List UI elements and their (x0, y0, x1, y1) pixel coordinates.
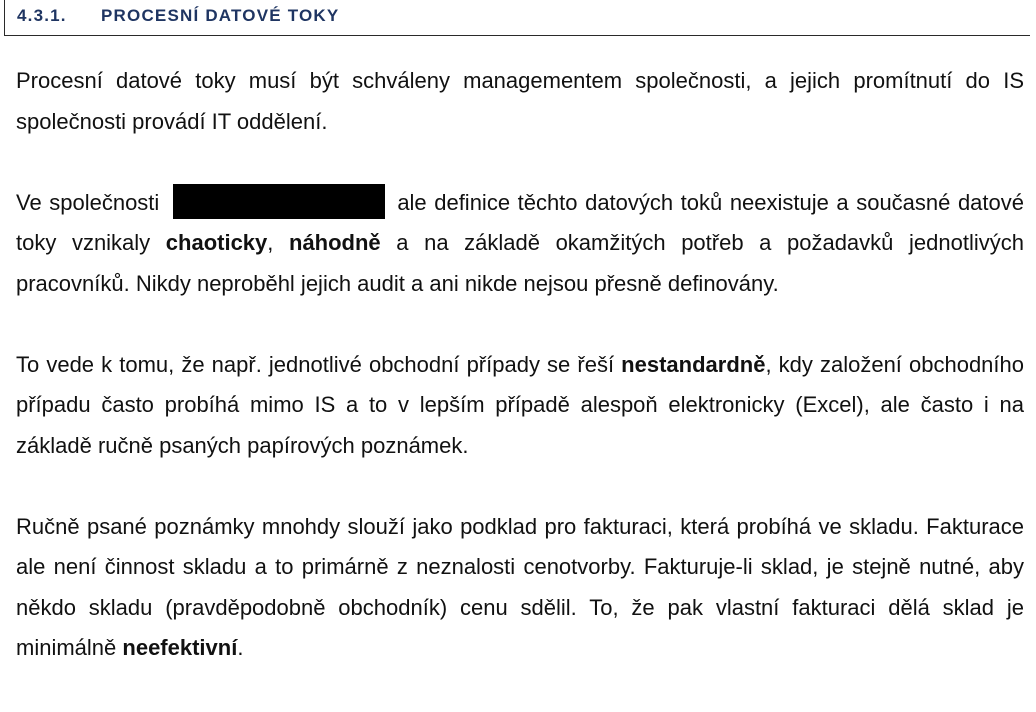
paragraph-4 (16, 507, 1024, 669)
section-heading (0, 0, 1036, 38)
paragraph-2-rest: a na základě okamžitých potřeb a požadavků jednotlivých pracovníků. Nikdy neproběhl jejich audit a ani nikde nejsou přesně definovány. (16, 230, 1024, 296)
paragraph-2 (16, 183, 1024, 305)
paragraph-3-lead: To vede k tomu, že např. jednotlivé obchodní případy se řeší (16, 351, 615, 377)
paragraph-2-comma: , (267, 230, 274, 255)
bold-nahodne: náhodně (289, 230, 381, 255)
paragraph-4-end: . (237, 635, 244, 660)
redacted-company-name (173, 184, 385, 219)
paragraph-4-lead: Ručně psané poznámky mnohdy slouží jako podklad pro fakturaci, která probíhá ve skladu. Fakturace ale není činnost skladu a to primárně z neznalosti cenotvorby. Fakturuje-li sklad, je stejně nutné, aby někdo skladu (pravděpodobně obchodník) cenu sdělil. To, že pak vlastní fakturaci dělá sklad je minimálně (16, 513, 1024, 660)
heading-number: 4.3.1. (17, 6, 67, 25)
paragraph-1 (16, 61, 1024, 142)
document-body (16, 61, 1024, 669)
paragraph-1-text: Procesní datové toky musí být schváleny managementem společnosti, a jejich promítnutí do IS společnosti provádí IT oddělení. (16, 68, 1024, 134)
paragraph-2-lead: Ve společnosti (16, 189, 160, 215)
paragraph-3 (16, 345, 1024, 467)
paragraph-2-middle: ale definice těchto datových toků neexistuje a současné datové toky vznikaly (16, 189, 1024, 255)
heading-text (17, 6, 339, 26)
heading-title: PROCESNÍ DATOVÉ TOKY (101, 6, 340, 25)
bold-neefektivni: neefektivní (122, 635, 238, 660)
bold-chaoticky: chaoticky (165, 230, 268, 255)
bold-nestandardne: nestandardně (621, 351, 766, 377)
paragraph-3-rest: , kdy založení obchodního případu často probíhá mimo IS a to v lepším případě alespoň elektronicky (Excel), ale často i na základě ručně psaných papírových poznámek. (16, 351, 1025, 458)
